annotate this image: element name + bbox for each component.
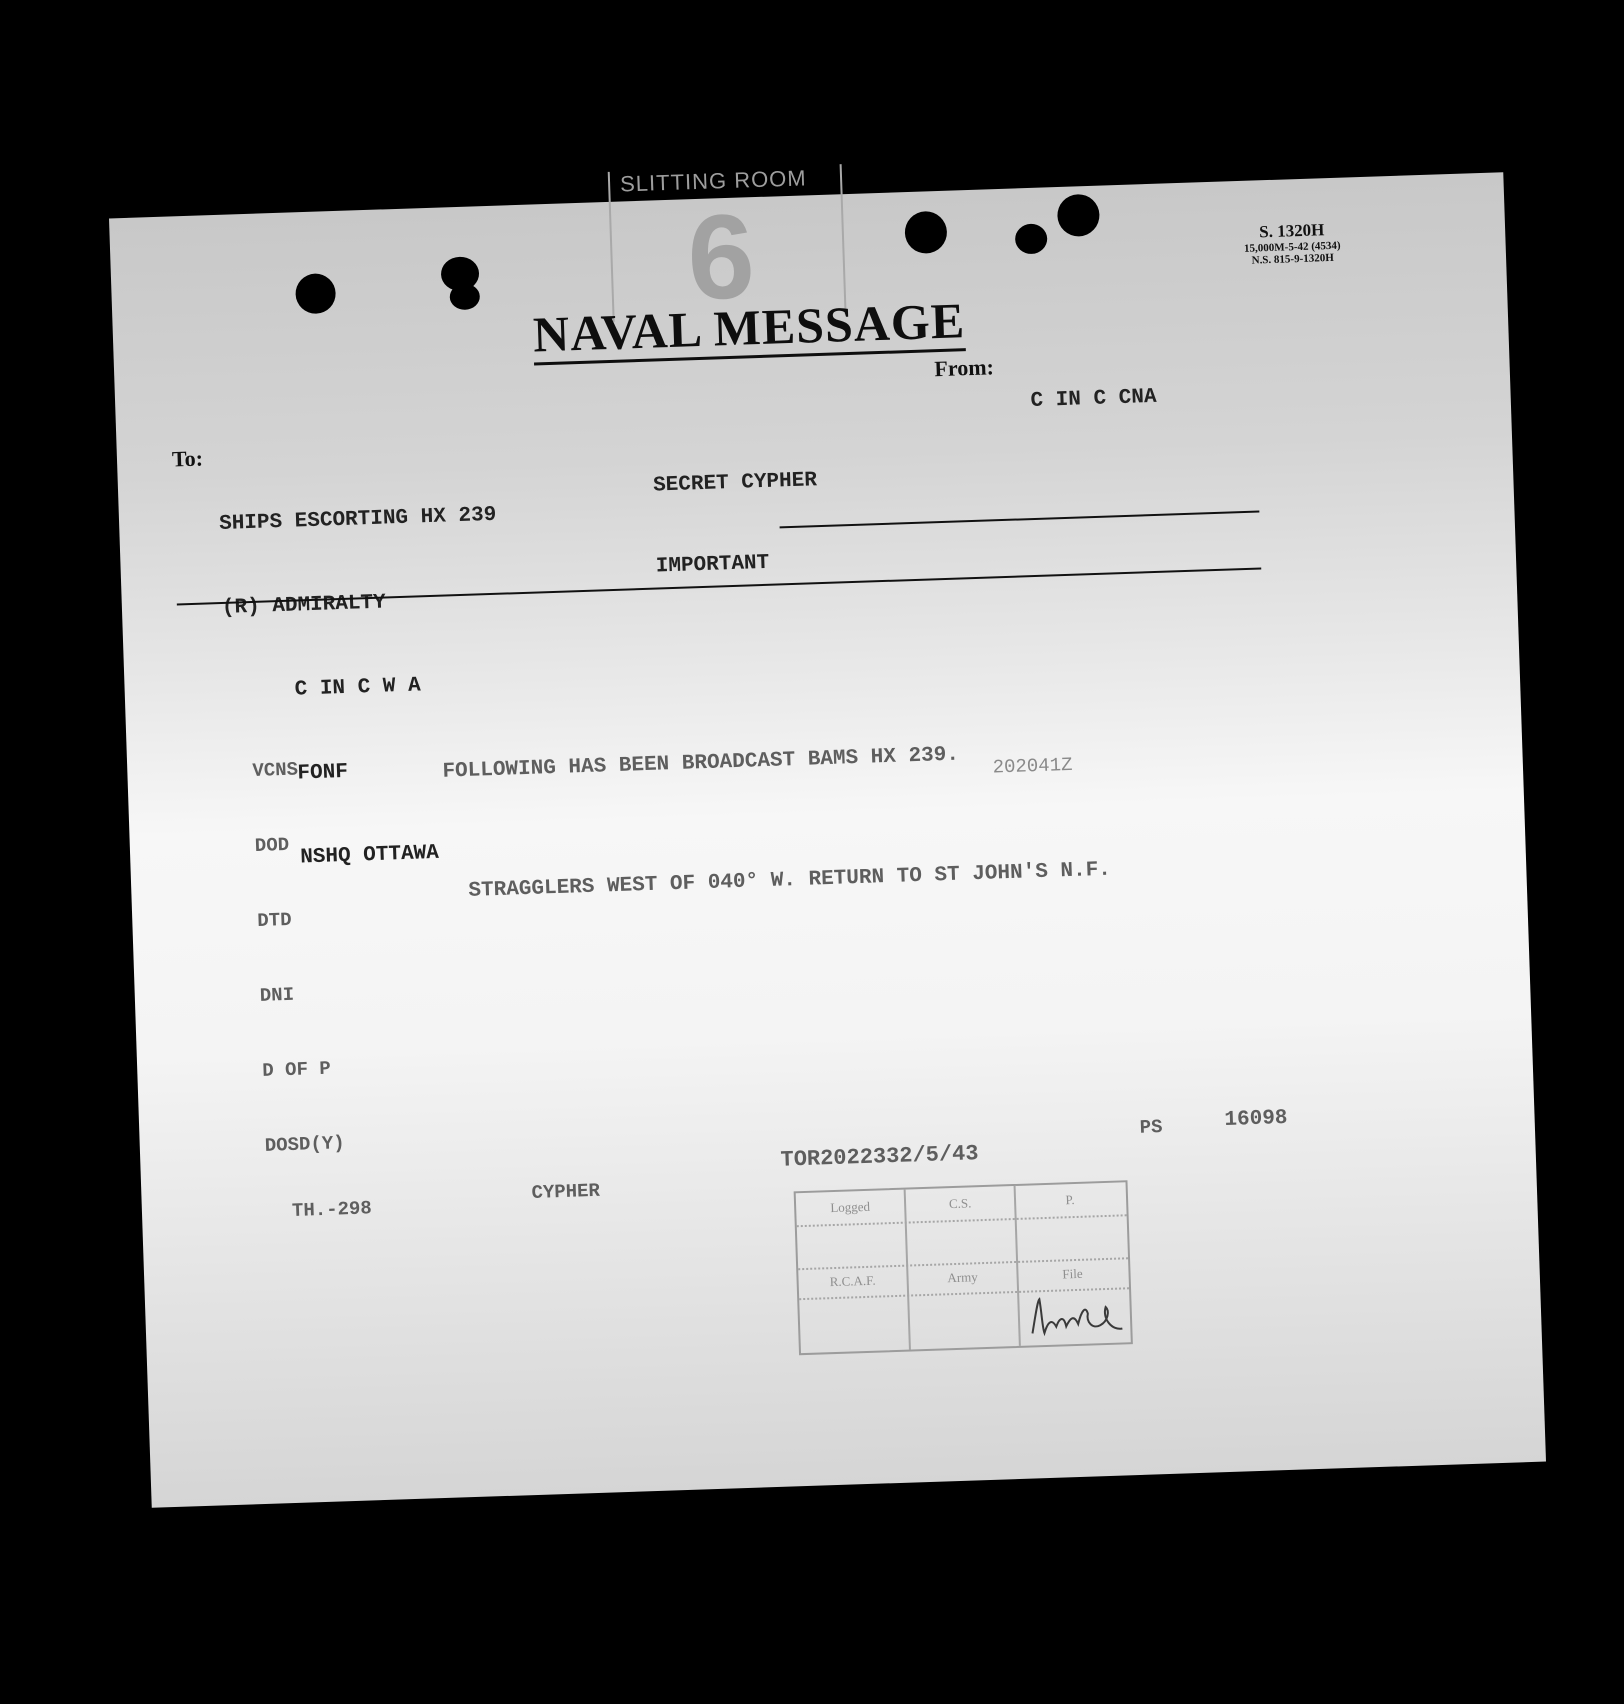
distribution-item: DTD <box>257 908 292 932</box>
message-line: STRAGGLERS WEST OF 040° W. RETURN TO ST JOHN'S N.F. <box>468 858 1112 903</box>
receipt-box <box>794 1180 1133 1355</box>
transmission-method: CYPHER <box>531 1179 601 1205</box>
punch-hole <box>1057 194 1100 237</box>
distribution-item: DOD <box>254 833 290 857</box>
stamp-label: SLITTING ROOM <box>619 165 808 197</box>
form-code-block <box>1243 220 1341 267</box>
receipt-header: C.S. <box>948 1195 972 1212</box>
distribution-item: DOSD(Y) <box>264 1132 345 1157</box>
addressee: C IN C W A <box>294 674 422 702</box>
receipt-subheader: R.C.A.F. <box>829 1272 876 1290</box>
serial-number: TH.-298 <box>291 1197 373 1222</box>
punch-hole <box>295 273 336 314</box>
receipt-divider <box>1014 1186 1021 1346</box>
time-of-origin: 202041Z <box>992 753 1073 779</box>
stamp-number: 6 <box>685 189 757 326</box>
handwritten-signature <box>1027 1290 1129 1341</box>
receipt-header: P. <box>1065 1192 1075 1208</box>
ps-mark: PS <box>1139 1116 1163 1139</box>
punch-hole <box>449 283 480 310</box>
print-run: 15,000M-5-42 (4534) <box>1243 239 1341 255</box>
classification-line: IMPORTANT <box>655 551 770 579</box>
receipt-divider <box>904 1190 911 1350</box>
punch-hole <box>1015 223 1048 254</box>
receipt-subheader: Army <box>947 1269 978 1286</box>
naval-message-form <box>109 165 1546 1508</box>
message-text <box>439 651 1114 993</box>
from-value: C IN C CNA <box>1030 385 1157 414</box>
addressee: SHIPS ESCORTING HX 239 <box>218 503 497 536</box>
from-label: From: <box>934 354 995 382</box>
receipt-divider <box>797 1214 1127 1227</box>
to-label: To: <box>171 445 204 472</box>
time-of-receipt: TOR2022332/5/43 <box>780 1141 979 1173</box>
header-divider <box>780 511 1260 529</box>
distribution-item: DNI <box>259 983 295 1007</box>
message-number: 16098 <box>1224 1106 1288 1132</box>
distribution-list <box>250 706 346 1208</box>
receipt-subheader: File <box>1062 1265 1083 1282</box>
classification <box>651 413 822 634</box>
distribution-item: VCNS <box>252 758 299 783</box>
classification-line: SECRET CYPHER <box>652 469 818 498</box>
addressee: (R) ADMIRALTY <box>221 591 387 620</box>
receipt-header: Logged <box>830 1198 871 1216</box>
ns-reference: N.S. 815-9-1320H <box>1251 251 1335 267</box>
addressee: NSHQ OTTAWA <box>299 841 440 870</box>
distribution-item: D OF P <box>261 1057 332 1082</box>
form-code: S. 1320H <box>1258 220 1325 242</box>
message-line: FOLLOWING HAS BEEN BROADCAST BAMS HX 239. <box>442 743 960 784</box>
addressee: FONF <box>297 760 349 786</box>
punch-hole <box>904 211 947 254</box>
page-title: NAVAL MESSAGE <box>532 293 966 365</box>
